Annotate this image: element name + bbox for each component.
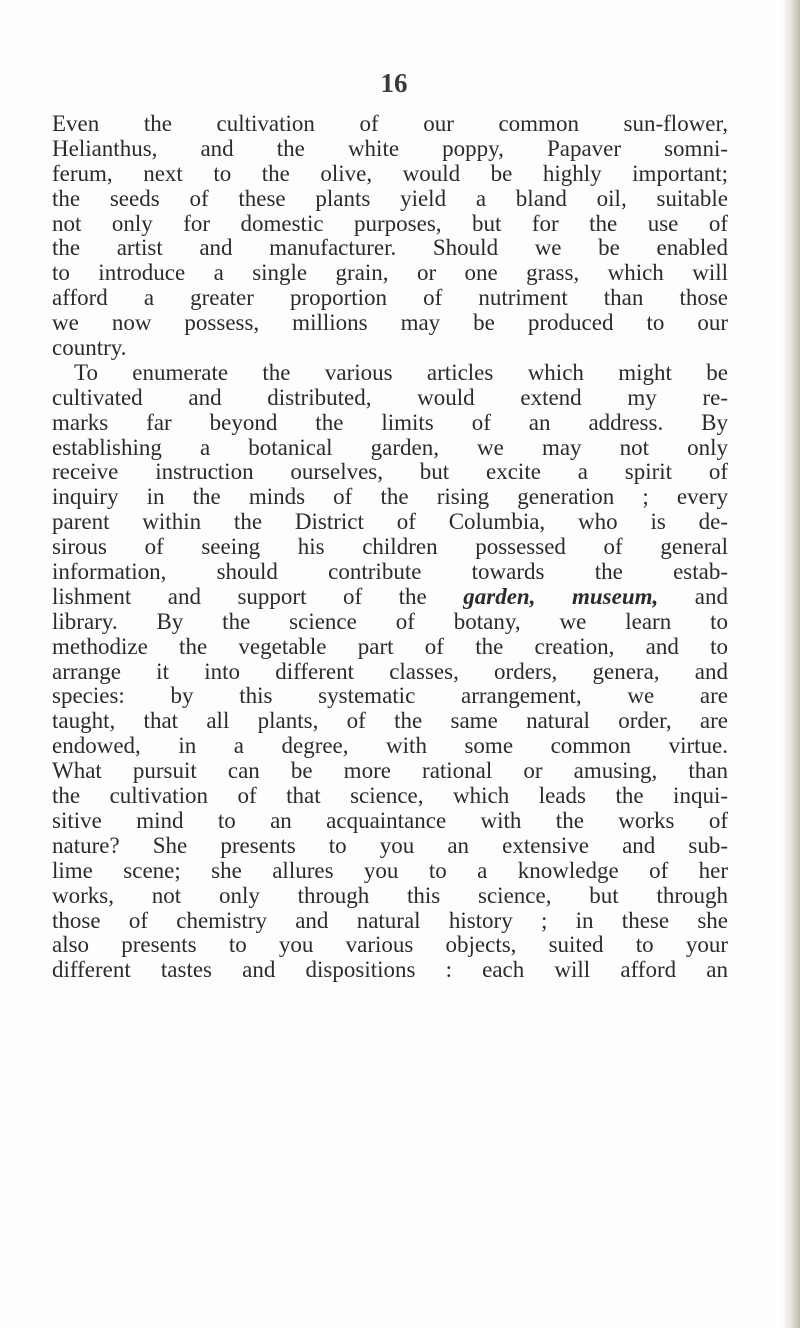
- text-line: Even the cultivation of our common sun-flower,: [52, 112, 728, 136]
- text-line: the seeds of these plants yield a bland oil, suitable: [52, 186, 728, 211]
- text-line: nature? She presents to you an extensive and sub-: [52, 833, 728, 858]
- page-edge-shadow: [782, 0, 800, 1328]
- text-line: Helianthus, and the white poppy, Papaver somni-: [52, 136, 728, 161]
- text-line: establishing a botanical garden, we may not only: [52, 435, 728, 460]
- text-line: we now possess, millions may be produced to our: [52, 311, 728, 336]
- text-segment: lishment and support of the: [52, 584, 464, 609]
- text-line: What pursuit can be more rational or amusing, than: [52, 759, 728, 784]
- text-line: lime scene; she allures you to a knowledge of her: [52, 858, 728, 883]
- text-line: endowed, in a degree, with some common virtue.: [52, 734, 728, 759]
- text-line: taught, that all plants, of the same natural order, are: [52, 709, 728, 734]
- text-line: marks far beyond the limits of an address. By: [52, 410, 728, 435]
- text-line: also presents to you various objects, suited to your: [52, 933, 728, 958]
- text-line-with-italics: [52, 585, 728, 610]
- text-line: works, not only through this science, but through: [52, 883, 728, 908]
- text-segment: and: [658, 584, 728, 609]
- text-line: different tastes and dispositions : each will afford an: [52, 958, 728, 983]
- text-line: library. By the science of botany, we learn to: [52, 609, 728, 634]
- text-line: the artist and manufacturer. Should we be enabled: [52, 236, 728, 261]
- text-line: those of chemistry and natural history ; in these she: [52, 908, 728, 933]
- text-line: receive instruction ourselves, but excite a spirit of: [52, 460, 728, 485]
- text-line: To enumerate the various articles which might be: [74, 360, 728, 385]
- text-line: afford a greater proportion of nutriment than those: [52, 286, 728, 311]
- text-line: species: by this systematic arrangement, we are: [52, 684, 728, 709]
- text-line: inquiry in the minds of the rising generation ; every: [52, 485, 728, 510]
- page-number: 16: [380, 68, 408, 98]
- text-line: country.: [52, 336, 127, 361]
- text-line: ferum, next to the olive, would be highly important;: [52, 161, 728, 186]
- text-line: not only for domestic purposes, but for the use of: [52, 211, 728, 236]
- text-line: methodize the vegetable part of the creation, and to: [52, 634, 728, 659]
- text-line: sirous of seeing his children possessed of general: [52, 535, 728, 560]
- text-line: to introduce a single grain, or one grass, which will: [52, 261, 728, 286]
- body-text: [52, 112, 728, 983]
- italic-phrase: garden, museum,: [463, 584, 659, 609]
- text-line: sitive mind to an acquaintance with the works of: [52, 808, 728, 833]
- text-line: information, should contribute towards the estab-: [52, 560, 728, 585]
- text-line: parent within the District of Columbia, who is de-: [52, 510, 728, 535]
- text-line: the cultivation of that science, which leads the inqui-: [52, 784, 728, 809]
- text-line: arrange it into different classes, orders, genera, and: [52, 659, 728, 684]
- text-line: cultivated and distributed, would extend my re-: [52, 385, 728, 410]
